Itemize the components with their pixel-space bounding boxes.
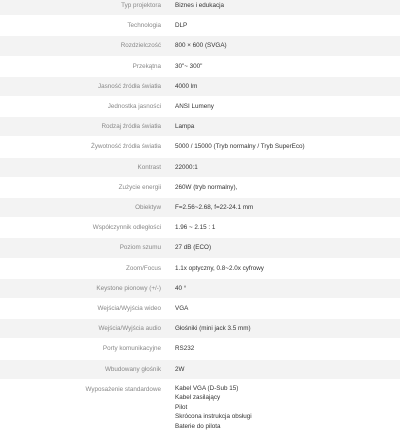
spec-row-keystone: [0, 279, 400, 299]
spec-row-resolution: [0, 36, 400, 56]
spec-value: RS232: [168, 339, 400, 358]
spec-value: Biznes i edukacja: [168, 0, 400, 15]
spec-value: 22000:1: [168, 158, 400, 177]
list-item: Kabel zasilający: [175, 394, 221, 402]
spec-row-brightness-unit: [0, 97, 400, 117]
spec-value: 800 × 600 (SVGA): [168, 36, 400, 55]
spec-label: Kontrast: [0, 158, 168, 177]
spec-value: 2W: [168, 360, 400, 379]
spec-label: Wbudowany głośnik: [0, 360, 168, 379]
spec-row-built-in-speaker: [0, 360, 400, 380]
spec-label: Typ projektora: [0, 0, 168, 15]
spec-label: Rozdzielczość: [0, 36, 168, 55]
spec-row-light-source-type: [0, 117, 400, 137]
spec-value: ANSI Lumeny: [168, 97, 400, 116]
spec-label: Wejścia/Wyjścia audio: [0, 319, 168, 338]
list-item: Skrócona instrukcja obsługi: [175, 413, 252, 421]
spec-label: Zużycie energii: [0, 178, 168, 197]
spec-label: Wyposażenie standardowe: [0, 380, 168, 435]
spec-row-projector-type: [0, 0, 400, 16]
spec-row-video-io: [0, 299, 400, 319]
spec-value: F=2.56~2.68, f=22-24.1 mm: [168, 198, 400, 217]
spec-row-power-consumption: [0, 178, 400, 198]
spec-row-contrast: [0, 158, 400, 178]
spec-label: Współczynnik odległości: [0, 218, 168, 237]
spec-value: 27 dB (ECO): [168, 238, 400, 257]
spec-label: Przekątna: [0, 57, 168, 76]
spec-label: Technologia: [0, 16, 168, 35]
spec-value: 40 °: [168, 279, 400, 298]
spec-value: 5000 / 15000 (Tryb normalny / Tryb SuperEco): [168, 137, 400, 156]
spec-label: Żywotność źródła światła: [0, 137, 168, 156]
spec-value: VGA: [168, 299, 400, 318]
spec-value: 30"~ 300": [168, 57, 400, 76]
spec-value: 1.96 ~ 2.15 : 1: [168, 218, 400, 237]
list-item: Kabel VGA (D-Sub 15): [175, 384, 239, 392]
spec-label: Poziom szumu: [0, 238, 168, 257]
spec-label: Zoom/Focus: [0, 259, 168, 278]
spec-row-zoom-focus: [0, 259, 400, 279]
list-item: Baterie do pilota: [175, 422, 221, 430]
spec-label: Porty komunikacyjne: [0, 339, 168, 358]
spec-row-diagonal: [0, 57, 400, 77]
spec-label: Rodzaj źródła światła: [0, 117, 168, 136]
spec-value: Lampa: [168, 117, 400, 136]
spec-value: Głośniki (mini jack 3.5 mm): [168, 319, 400, 338]
spec-row-audio-io: [0, 319, 400, 339]
accessories-list: [168, 380, 400, 435]
spec-row-standard-accessories: [0, 380, 400, 435]
spec-label: Obiektyw: [0, 198, 168, 217]
spec-value: 260W (tryb normalny),: [168, 178, 400, 197]
spec-label: Wejścia/Wyjścia wideo: [0, 299, 168, 318]
spec-row-brightness: [0, 77, 400, 97]
spec-value: 1.1x optyczny, 0.8~2.0x cyfrowy: [168, 259, 400, 278]
spec-value: DLP: [168, 16, 400, 35]
spec-row-lens: [0, 198, 400, 218]
spec-row-throw-ratio: [0, 218, 400, 238]
spec-row-noise-level: [0, 238, 400, 258]
spec-value: 4000 lm: [168, 77, 400, 96]
spec-row-comm-ports: [0, 339, 400, 359]
spec-row-technology: [0, 16, 400, 36]
spec-row-light-source-life: [0, 137, 400, 157]
list-item: Pilot: [175, 403, 188, 411]
spec-label: Jasność źródła światła: [0, 77, 168, 96]
spec-label: Keystone pionowy (+/-): [0, 279, 168, 298]
spec-label: Jednostka jasności: [0, 97, 168, 116]
